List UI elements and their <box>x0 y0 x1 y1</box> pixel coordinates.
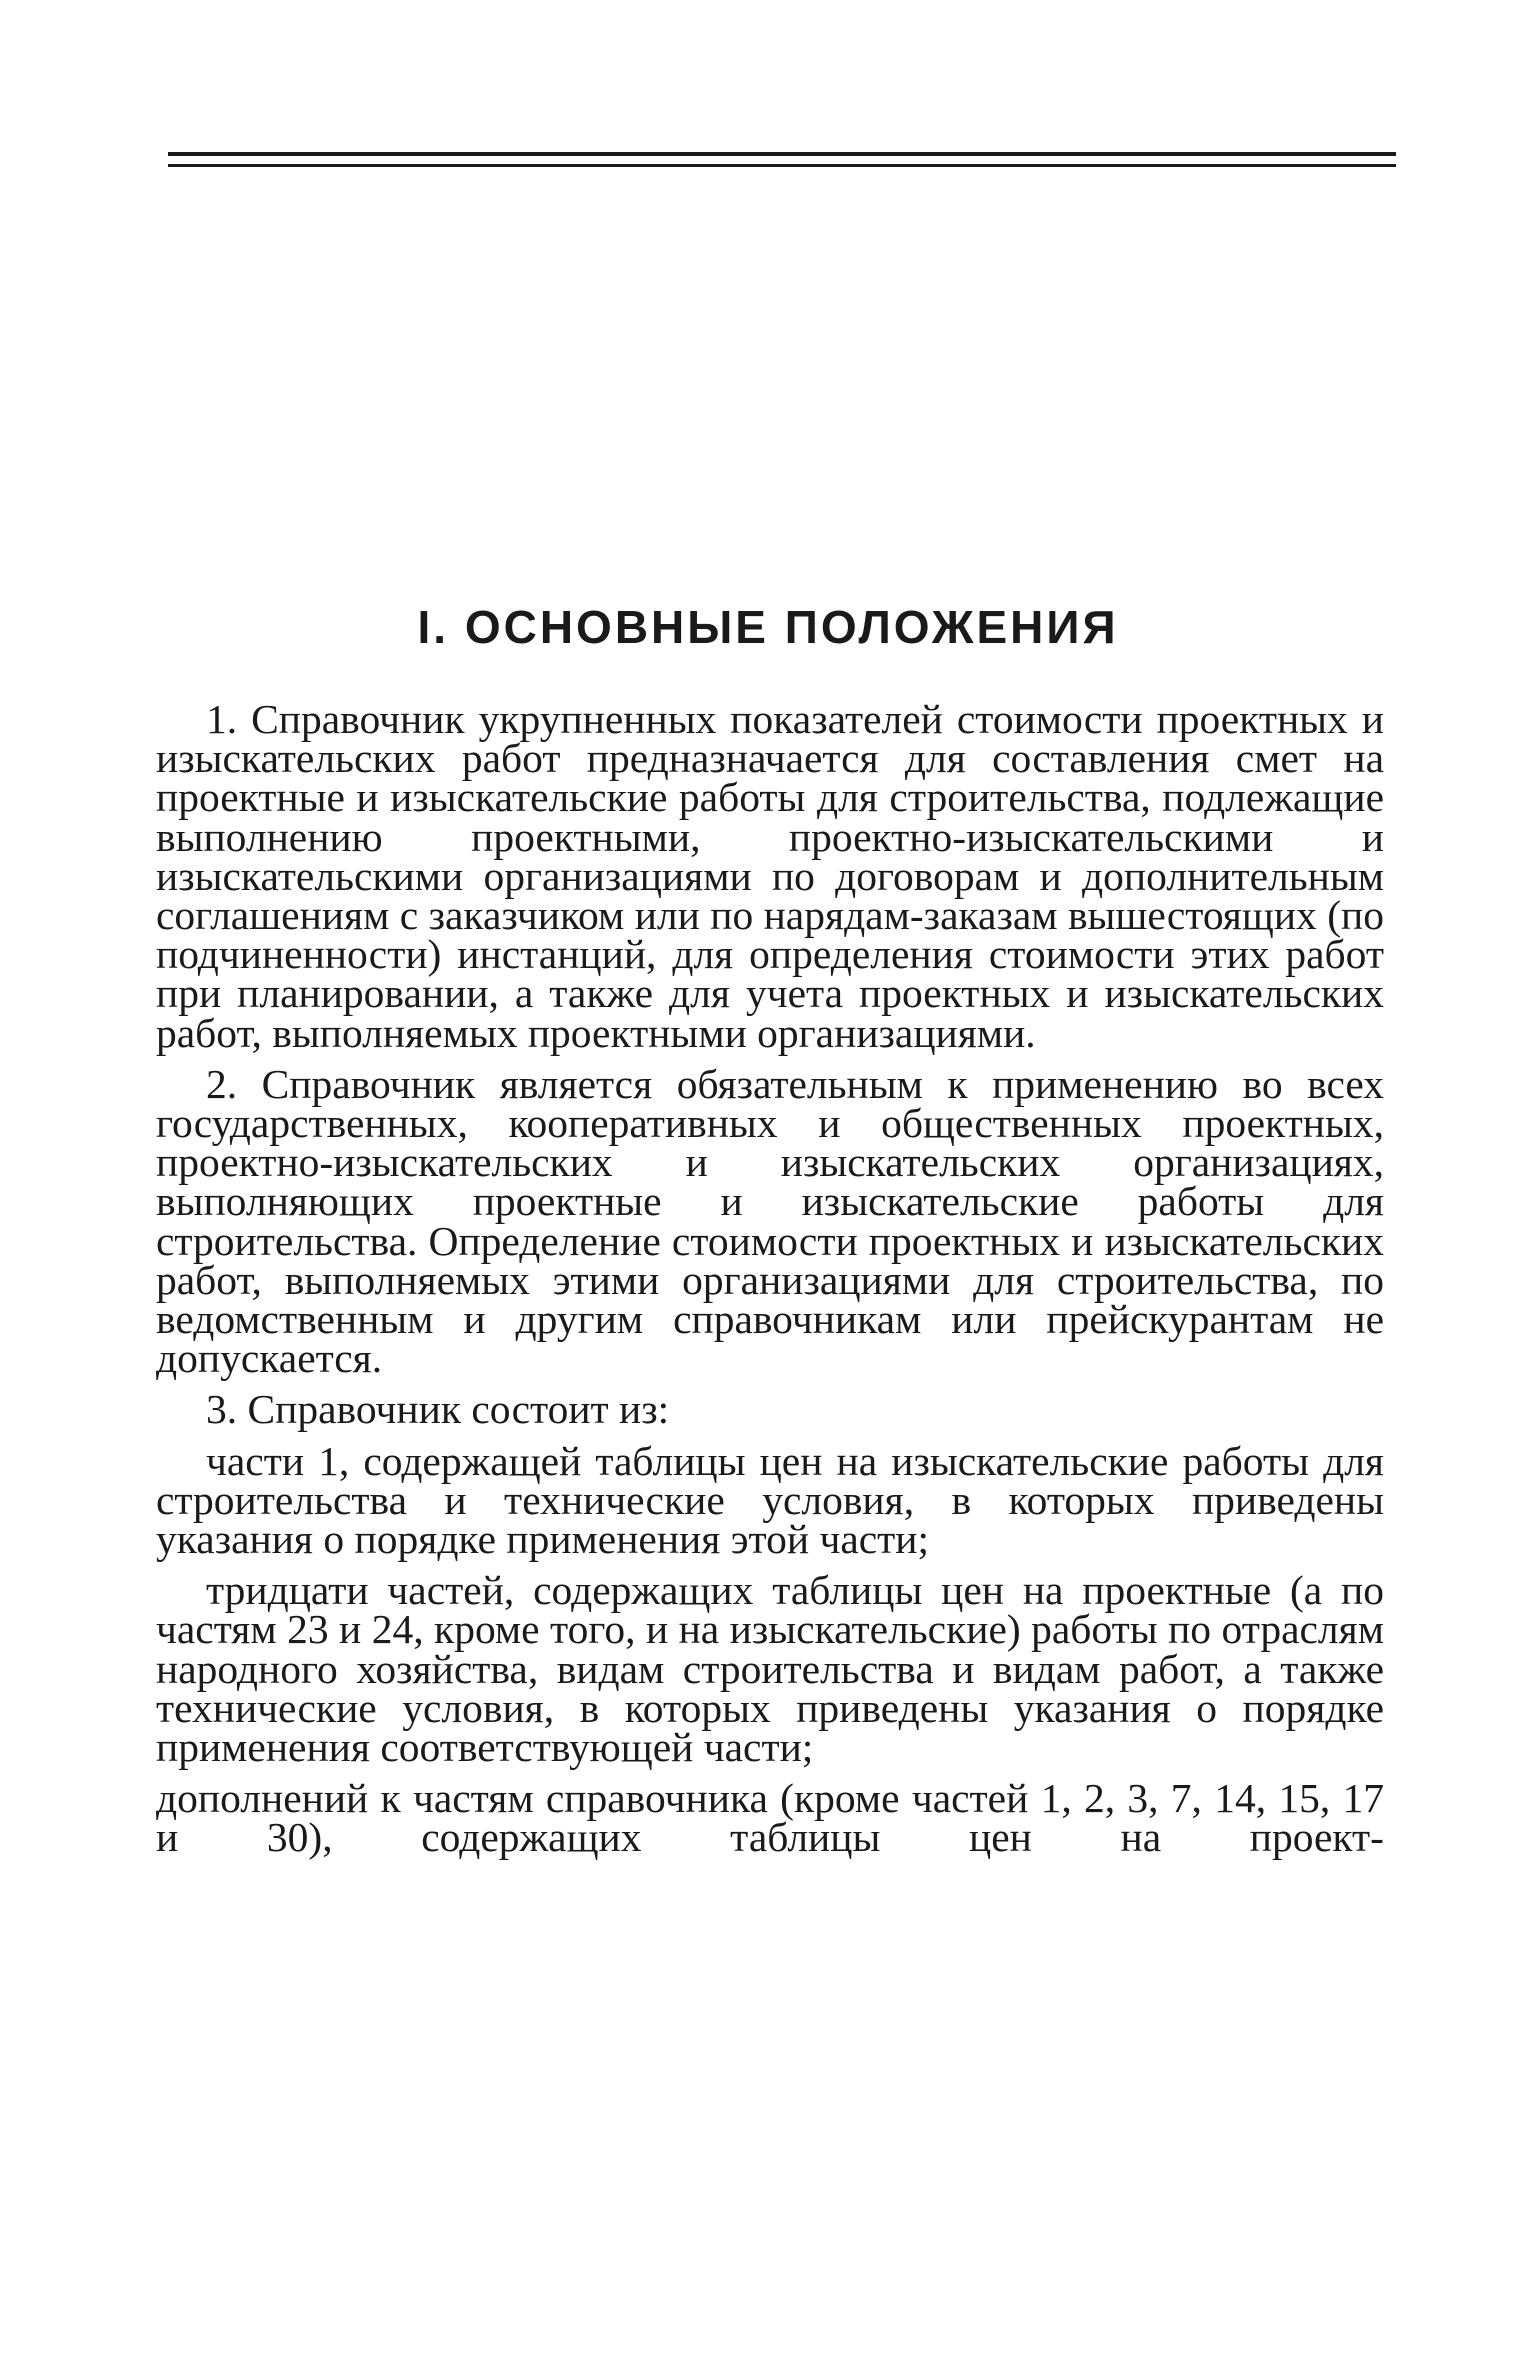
body-text <box>156 696 1384 1870</box>
paragraph-2: 2. Справочник является обязательным к применению во всех государственных, кооперативных и общественных проектных, проектно-изыскательских и изыскательских организациях, выполняющих проектные и изыскательские работы для строительства. Определение стоимости проектных и изыскательских работ, выполняемых этими организациями для строительства, по ведомственным и другим справочникам или прейскурантам не допускается. <box>156 1060 1384 1382</box>
paragraph-5: тридцати частей, содержащих таблицы цен на проектные (а по частям 23 и 24, кроме того, и на изыскательские) работы по отраслям народного хозяйства, видам строительства и видам работ, а также технические условия, в которых приведены указания о порядке применения соответствующей части; <box>156 1567 1384 1771</box>
paragraph-6: дополнений к частям справочника (кроме частей 1, 2, 3, 7, 14, 15, 17 и 30), содержащих таблицы цен на проект- <box>156 1775 1384 1861</box>
header-rule-top <box>168 152 1396 156</box>
paragraph-4: части 1, содержащей таблицы цен на изыскательские работы для строительства и технические условия, в которых приведены указания о порядке применения этой части; <box>156 1437 1384 1563</box>
header-rule-bottom <box>168 164 1396 167</box>
paragraph-1: 1. Справочник укрупненных показателей стоимости проектных и изыскательских работ предназначается для составления смет на проектные и изыскательские работы для строительства, подлежащие выполнению проектными, проектно-изыскательскими и изыскательскими организациями по договорам и дополнительным соглашениям с заказчиком или по нарядам-заказам вышестоящих (по подчиненности) инстанций, для определения стоимости этих работ при планировании, а также для учета проектных и изыскательских работ, выполняемых проектными организациями. <box>156 696 1384 1056</box>
paragraph-3: 3. Справочник состоит из: <box>206 1386 670 1433</box>
section-heading: I. ОСНОВНЫЕ ПОЛОЖЕНИЯ <box>417 601 1119 653</box>
